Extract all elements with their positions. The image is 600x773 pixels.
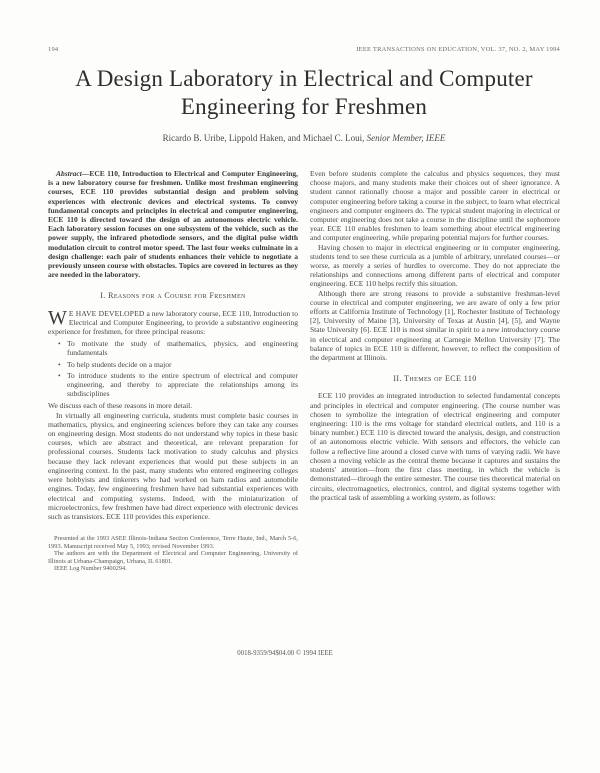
intro-lead: E HAVE DEVELOPED [68,308,145,318]
running-head [48,46,560,53]
first-page-footnote [48,535,298,573]
two-column-body [48,169,560,573]
list-item [58,339,298,357]
section-1-heading: I. Reasons for a Course for Freshmen [100,291,246,301]
footnote-line: Presented at the 1993 ASEE Illinois-Indiana Section Conference, Terre Haute, Ind., March 5-6, 1993. Manuscript received May 5, 1993; revised November 1993. [48,535,298,550]
body-paragraph: Even before students complete the calculus and physics sequences, they must choose majors, and many students make their choices out of sheer ignorance. A student cannot rationally choose a major and possible career in electrical or computer engineering before taking a course in the subject, to learn what electrical engineers and computer engineers do. The typical student majoring in electrical or computer engineering does not take a course in the discipline until the sophomore year. ECE 110 enables freshmen to learn something about electrical engineering and computer engineering, while preparing potential majors for further courses. [310,169,560,243]
list-item-text: To introduce students to the entire spectrum of electrical and computer engineering, and thereby to appreciate the relationships among its subdisciplines [67,370,298,399]
list-item-text: To motivate the study of mathematics, physics, and engineering fundamentals [67,339,298,358]
page-number: 194 [48,46,59,53]
body-paragraph: In virtually all engineering curricula, students must complete basic courses in mathematics, physics, and engineering sciences before they can take any courses on engineering design. Most students do not understand why topics in these basic courses, which are abstract and theoretical, are relevant preparation for professional courses. Students lack motivation to study calculus and physics because they lack relevant experiences that would put these subjects in an engineering context. In the past, many students who entered engineering colleges were hobbyists and tinkerers who had worked on ham radios and automobile engines. Today, few engineering freshmen have had substantial experiences with electrical and computing systems. Indeed, with the miniaturization of microelectronics, few freshmen have had direct experience with electronic devices such as transistors. ECE 110 provides this experience. [48,410,298,521]
author-membership: Senior Member, IEEE [366,133,446,143]
reasons-list [48,339,298,398]
abstract-text: ECE 110, Introduction to Electrical and Computer Engineering, is a new laboratory course for freshmen. Unlike most freshman engineering courses, ECE 110 provides substantial design and problem solving experiences with electronic devices and electrical systems. To convey fundamental concepts and principles in electrical and computer engineering, ECE 110 is directed toward the design of an autonomous electric vehicle. Each laboratory session focuses on one subsystem of the vehicle, such as the power supply, the infrared photodiode sensors, and the digital pulse width modulation circuit to control motor speed. The last four weeks culminate in a design challenge: each pair of students enhances their vehicle to negotiate a previously unseen course with obstacles. Topics are covered in lectures as they are needed in the laboratory. [48,169,298,280]
right-column [310,169,560,573]
body-paragraph: We discuss each of these reasons in more detail. [48,401,193,411]
footnote-line: The authors are with the Department of Electrical and Computer Engineering, University of Illinois at Urbana-Champaign, Urbana, IL 61801. [48,550,298,565]
abstract-label: Abstract— [56,169,90,178]
body-paragraph: ECE 110 provides an integrated introduction to selected fundamental concepts and principles in electrical and computer engineering. (The course number was chosen to symbolize the integration of electrical engineering and computer engineering: 110 is the rms voltage for standard electrical outlets, and 110 is a binary number.) ECE 110 is directed toward the analysis, design, and construction of an autonomous electric vehicle. With sensors and effectors, the vehicle can follow a reflective line around a closed curve with turns of varying radii. We have chosen a moving vehicle as the central theme because it captures and sustains the students' attention—from the first class meeting, in which the vehicle is demonstrated—through the entire semester. The course ties theoretical material on circuits, electromagnetics, electronics, control, and digital systems together with the practical task of assembling a working system, as follows: [310,391,560,502]
drop-cap: W [48,306,67,329]
copyright-code: 0018-9359/94$04.00 © 1994 IEEE [237,650,333,657]
section-1-intro [48,306,299,337]
paper-title: A Design Laboratory in Electrical and Computer Engineering for Freshmen [75,66,533,119]
left-column [48,169,298,573]
section-2-heading: II. Themes of ECE 110 [393,374,477,384]
list-item [58,360,298,369]
list-item [58,371,298,399]
footnote-line: IEEE Log Number 9400294. [54,565,127,573]
author-line [48,133,560,143]
author-names: Ricardo B. Uribe, Lippold Haken, and Michael C. Loui, [162,133,367,143]
list-item-text: To help students decide on a major [67,359,172,369]
body-paragraph: Although there are strong reasons to provide a substantive freshman-level course in electrical and computer engineering, we are aware of only a few prior efforts at California Institute of Technology [1], Rochester Institute of Technology [2], University of Maine [3], University of Texas at Austin [4], [5], and Wayne State University [6]. ECE 110 is most similar in spirit to a new introductory course in electrical and computer engineering at Carnegie Mellon University [7]. The balance of topics in ECE 110 is different, however, to reflect the composition of the department at Illinois. [310,288,560,363]
intro-rest: a new laboratory course, ECE 110, Introduction to Electrical and Computer Engineering, to provide a substantive engineering experience for freshmen, for three principal reasons: [48,308,299,337]
journal-header: IEEE TRANSACTIONS ON EDUCATION, VOL. 37, NO. 2, MAY 1994 [356,46,560,53]
abstract [48,169,298,279]
body-paragraph: Having chosen to major in electrical engineering or in computer engineering, students tend to see these curricula as a jumble of arbitrary, unrelated courses—or worse, as merely a series of hurdles to overcome. They do not appreciate the relationships and connections among different parts of electrical and computer engineering. ECE 110 helps rectify this situation. [310,242,560,289]
